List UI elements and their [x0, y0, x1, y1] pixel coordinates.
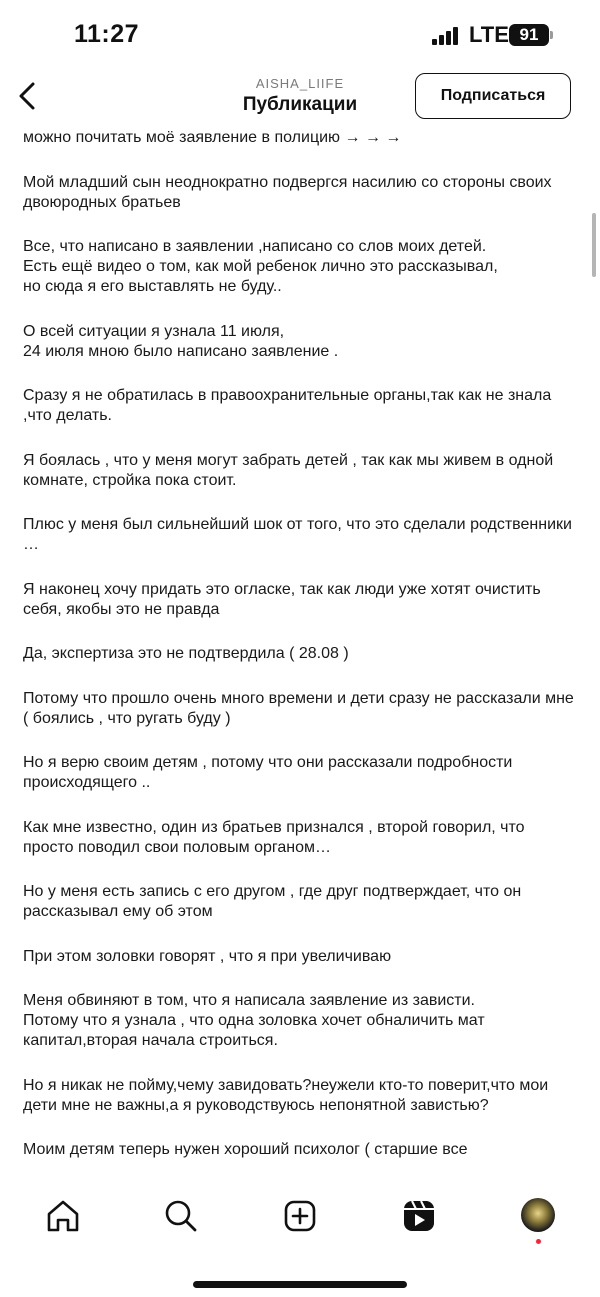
caption-paragraph: При этом золовки говорят , что я при увеличиваю — [23, 947, 392, 965]
caption-paragraph: Да, экспертиза это не подтвердила ( 28.08 ) — [23, 645, 349, 662]
caption-paragraph: Потому что прошло очень много времени и дети сразу не рассказали мне ( боялись , что ругать буду ) — [23, 689, 574, 727]
scrollbar[interactable] — [592, 213, 596, 277]
reels-icon — [399, 1196, 439, 1236]
profile-avatar[interactable] — [521, 1198, 555, 1232]
caption-paragraph: Но я никак не пойму,чему завидовать?неужели кто-то поверит,что мои дети мне не важны,а я руководствуюсь непонятной завистью? — [23, 1076, 549, 1114]
home-indicator[interactable] — [193, 1281, 407, 1288]
post-caption — [0, 128, 600, 1160]
notification-dot — [536, 1239, 541, 1244]
battery-icon: 91 — [509, 24, 549, 46]
post-content — [0, 128, 600, 1180]
battery-tip — [550, 31, 553, 39]
home-icon — [43, 1196, 83, 1236]
nav-home[interactable] — [43, 1196, 83, 1236]
bottom-nav — [0, 1180, 600, 1297]
caption-paragraph: Как мне известно, один из братьев признался , второй говорил, что просто поводил свои половым органом… — [23, 818, 525, 856]
header — [0, 68, 600, 128]
create-icon — [280, 1196, 320, 1236]
caption-paragraph: Моим детям теперь нужен хороший психолог ( старшие все — [23, 1141, 468, 1158]
nav-reels[interactable] — [399, 1196, 439, 1236]
search-icon — [161, 1196, 201, 1236]
network-type: LTE — [469, 22, 509, 47]
nav-search[interactable] — [161, 1196, 201, 1236]
caption-paragraph: Плюс у меня был сильнейший шок от того, что это сделали родственники … — [23, 516, 572, 553]
cellular-signal-icon — [432, 27, 458, 45]
nav-create[interactable] — [280, 1196, 320, 1236]
caption-paragraph: Я боялась , что у меня могут забрать детей , так как мы живем в одной комнате, стройка пока стоит. — [23, 451, 554, 489]
caption-paragraph: Я наконец хочу придать это огласке, так как люди уже хотят очистить себя, якобы это не правда — [23, 580, 541, 618]
caption-paragraph: О всей ситуации я узнала 11 июля, 24 июля мною было написано заявление . — [23, 322, 339, 360]
subscribe-button[interactable]: Подписаться — [415, 73, 571, 119]
caption-paragraph: Все, что написано в заявлении ,написано со слов моих детей. Есть ещё видео о том, как мой ребенок лично это рассказывал, но сюда я его выставлять не буду.. — [23, 238, 498, 295]
caption-paragraph: Меня обвиняют в том, что я написала заявление из зависти. Потому что я узнала , что одна золовка хочет обналичить мат капитал,вторая начала строиться. — [23, 992, 485, 1049]
caption-paragraph: Мой младший сын неоднократно подвергся насилию со стороны своих двоюродных братьев — [23, 173, 552, 211]
status-bar — [0, 0, 600, 68]
header-username: AISHA_LIIFE — [255, 76, 345, 91]
caption-paragraph: Но у меня есть запись с его другом , где друг подтверждает, что он рассказывал ему об этом — [23, 883, 522, 920]
caption-paragraph: Сразу я не обратилась в правоохранительные органы,так как не знала ,что делать. — [23, 387, 552, 424]
page-title: Публикации — [242, 94, 358, 115]
caption-paragraph: Но я верю своим детям , потому что они рассказали подробности происходящего .. — [23, 754, 513, 791]
status-time: 11:27 — [74, 20, 140, 48]
caption-paragraph: можно почитать моё заявление в полицию → → → — [23, 129, 402, 146]
